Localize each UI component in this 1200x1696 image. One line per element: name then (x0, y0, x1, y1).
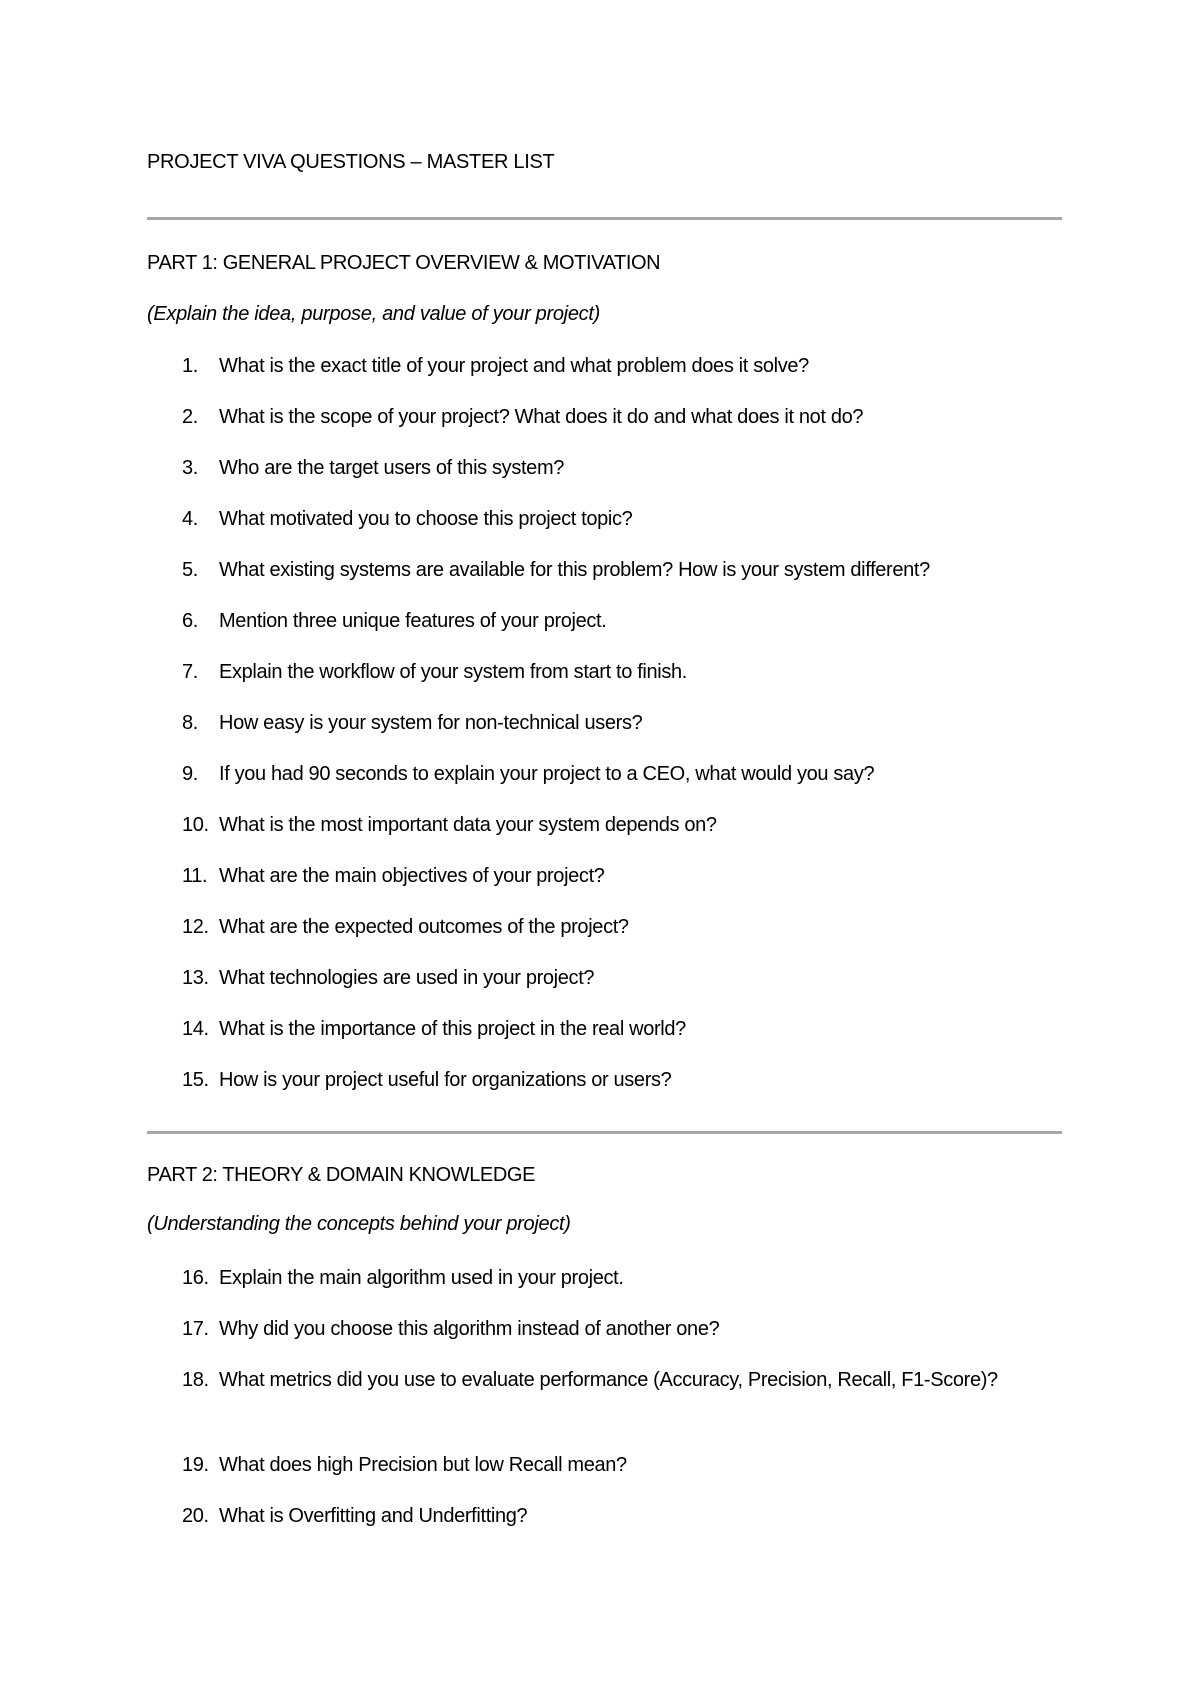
question-text: Mention three unique features of your project. (219, 610, 607, 632)
question-text: What is the exact title of your project and what problem does it solve? (219, 355, 809, 377)
question-number: 2. (182, 406, 198, 428)
question-number: 11. (182, 865, 208, 887)
question-number: 12. (182, 916, 209, 938)
part-2-heading: PART 2: THEORY & DOMAIN KNOWLEDGE (147, 1164, 536, 1186)
question-text: What existing systems are available for this problem? How is your system different? (219, 559, 930, 581)
question-number: 6. (182, 610, 198, 632)
question-text: What is the importance of this project in the real world? (219, 1018, 686, 1040)
question-number: 7. (182, 661, 198, 683)
question-number: 10. (182, 814, 209, 836)
question-number: 9. (182, 763, 198, 785)
question-text: Who are the target users of this system? (219, 457, 565, 479)
question-text: What is the most important data your system depends on? (219, 814, 717, 836)
page-title: PROJECT VIVA QUESTIONS – MASTER LIST (147, 151, 555, 173)
question-number: 20. (182, 1505, 209, 1527)
question-text: What does high Precision but low Recall mean? (219, 1454, 627, 1476)
question-text: Explain the workflow of your system from start to finish. (219, 661, 687, 683)
question-number: 18. (182, 1369, 209, 1391)
question-text: What motivated you to choose this project topic? (219, 508, 633, 530)
question-text: What is Overfitting and Underfitting? (219, 1505, 528, 1527)
question-number: 13. (182, 967, 209, 989)
section-divider (147, 217, 1062, 220)
question-text: If you had 90 seconds to explain your project to a CEO, what would you say? (219, 763, 875, 785)
question-number: 4. (182, 508, 198, 530)
question-number: 5. (182, 559, 198, 581)
question-text: What technologies are used in your project? (219, 967, 595, 989)
question-number: 14. (182, 1018, 209, 1040)
question-number: 17. (182, 1318, 209, 1340)
part-2-subtitle: (Understanding the concepts behind your project) (147, 1213, 571, 1235)
question-text: How easy is your system for non-technical users? (219, 712, 643, 734)
part-1-heading: PART 1: GENERAL PROJECT OVERVIEW & MOTIVATION (147, 252, 661, 274)
question-number: 16. (182, 1267, 209, 1289)
section-divider (147, 1131, 1062, 1134)
question-text: How is your project useful for organizations or users? (219, 1069, 672, 1091)
part-1-subtitle: (Explain the idea, purpose, and value of your project) (147, 303, 600, 325)
question-number: 8. (182, 712, 198, 734)
question-text: Explain the main algorithm used in your project. (219, 1267, 624, 1289)
question-number: 19. (182, 1454, 209, 1476)
question-text: What are the main objectives of your project? (219, 865, 605, 887)
question-number: 1. (182, 355, 198, 377)
question-text: What are the expected outcomes of the project? (219, 916, 629, 938)
question-text: What is the scope of your project? What does it do and what does it not do? (219, 406, 864, 428)
question-text: Why did you choose this algorithm instead of another one? (219, 1318, 720, 1340)
question-number: 3. (182, 457, 198, 479)
question-text: What metrics did you use to evaluate performance (Accuracy, Precision, Recall, F1-Score)? (219, 1369, 998, 1391)
question-number: 15. (182, 1069, 209, 1091)
